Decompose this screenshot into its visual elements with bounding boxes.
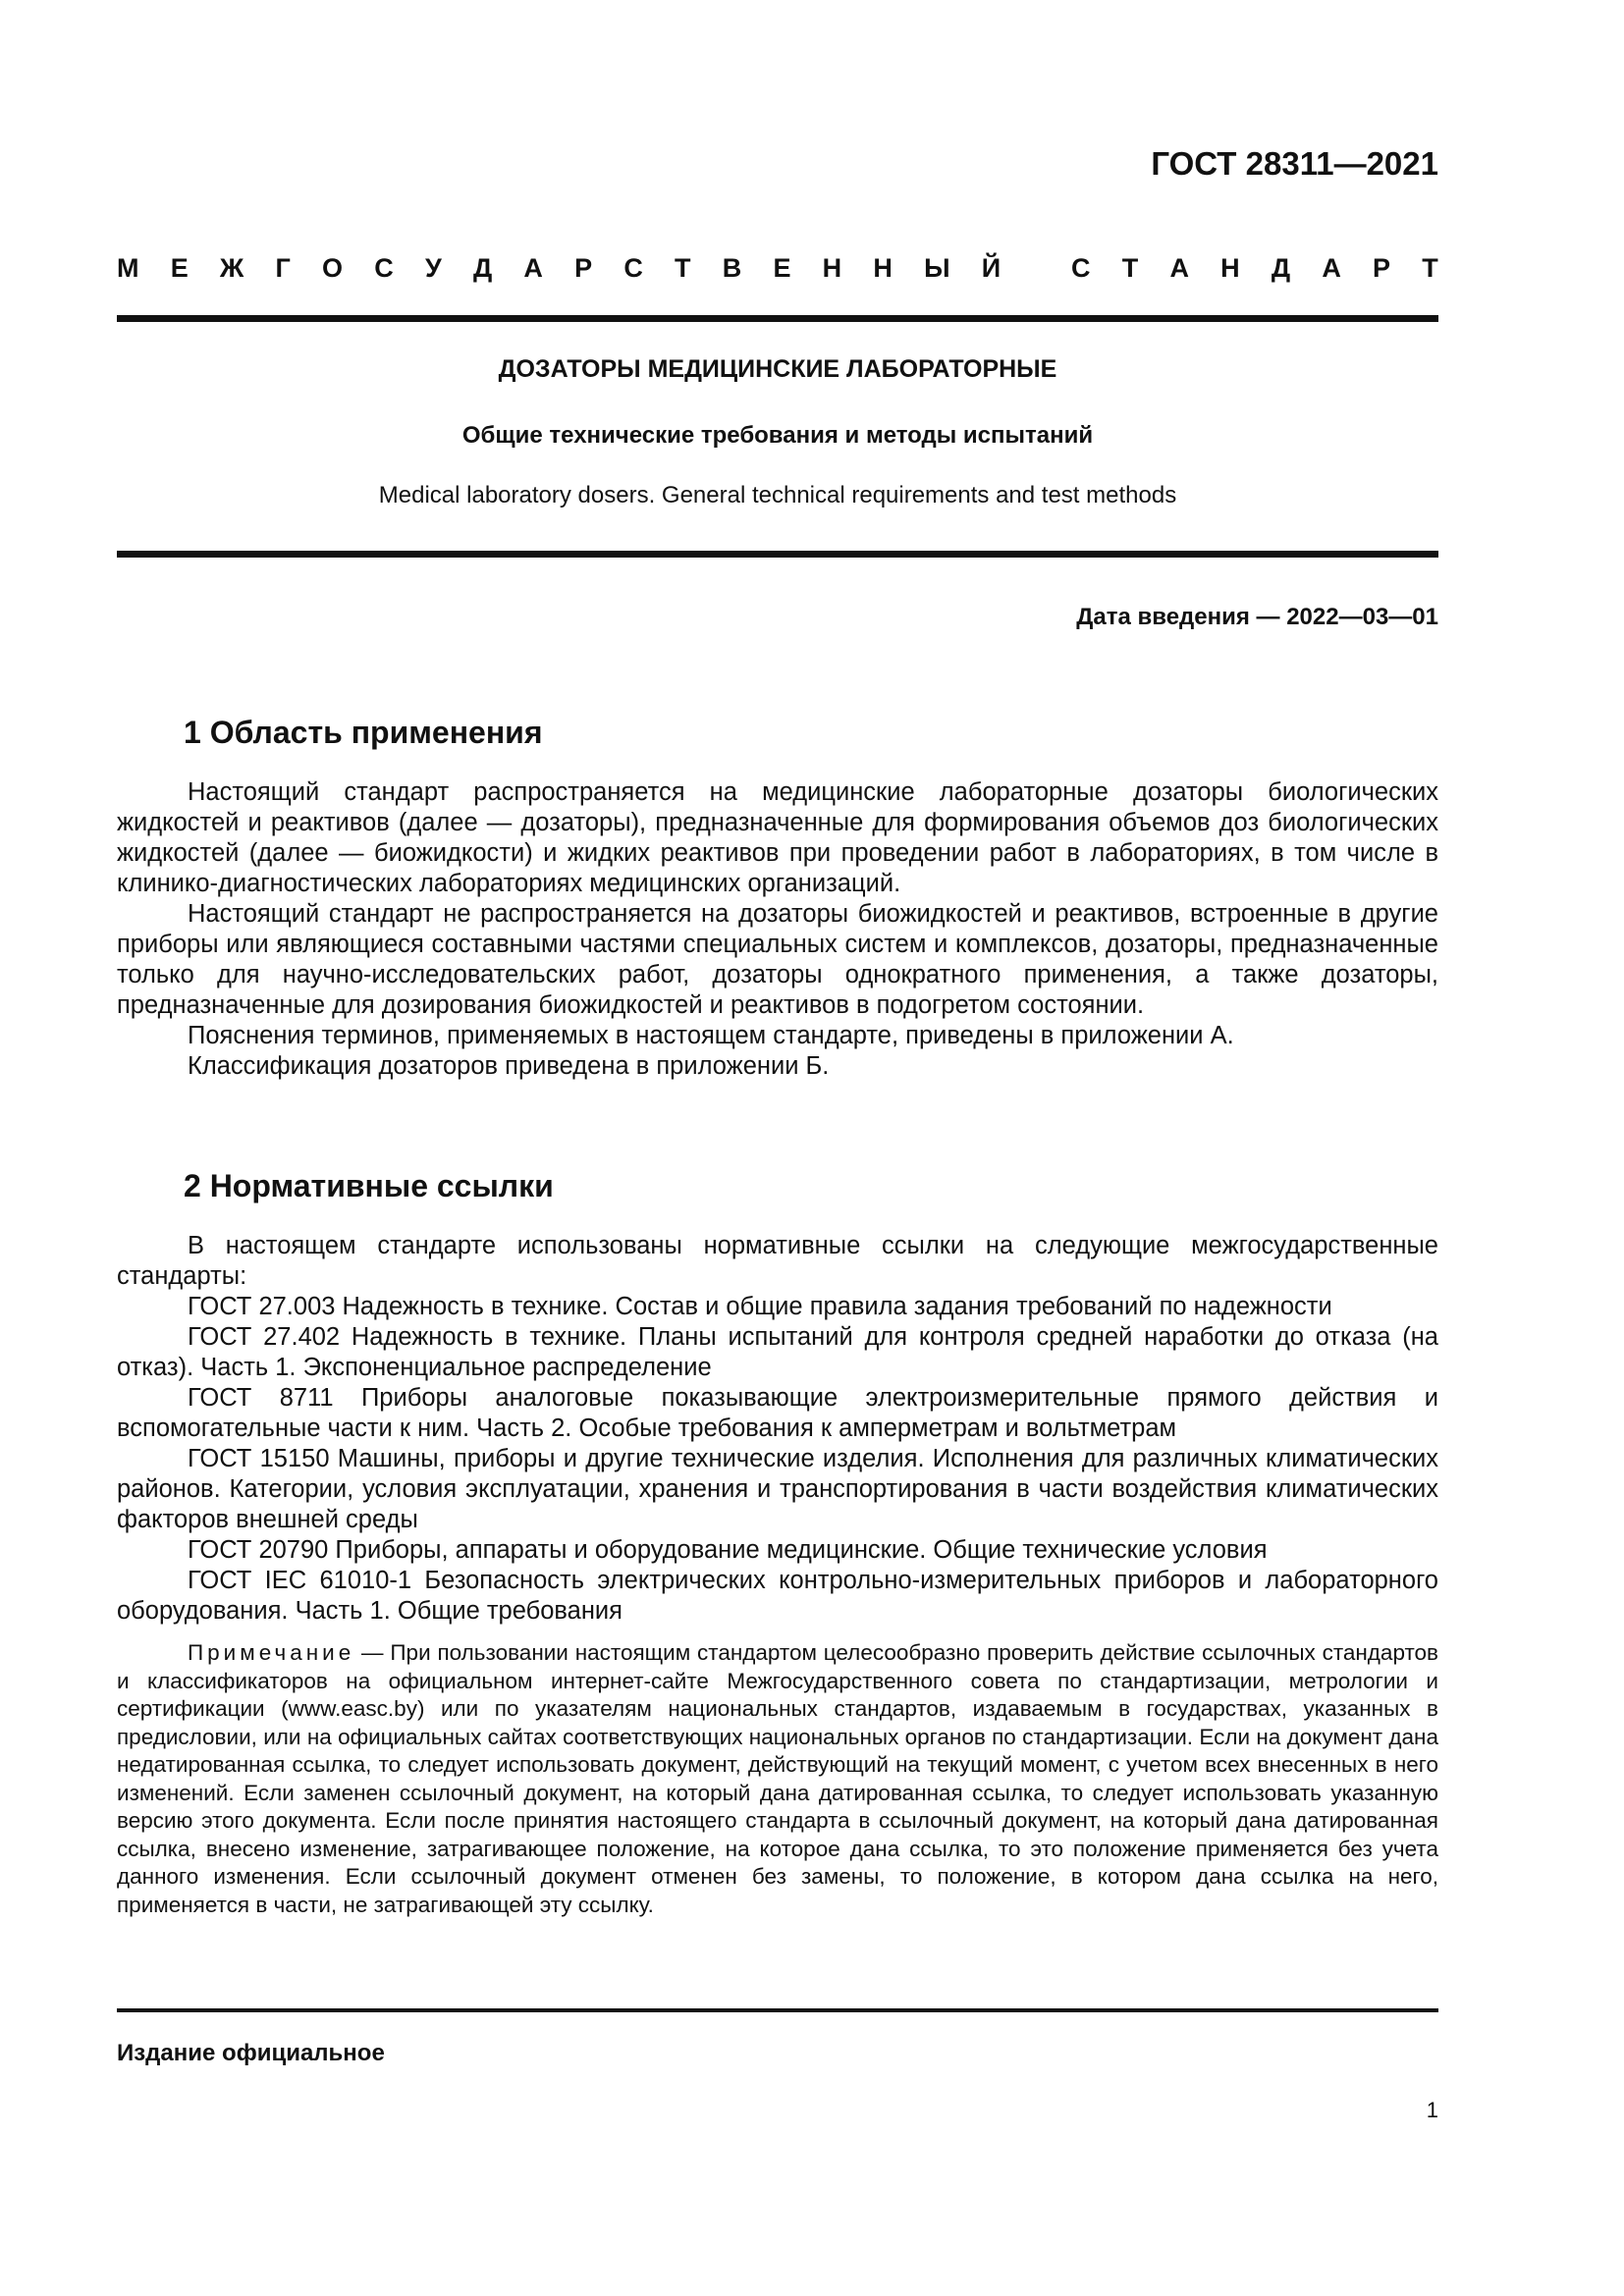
doc-type-letter: Г — [275, 253, 291, 283]
doc-type-letter: Н — [873, 253, 893, 283]
doc-type-letter: М — [117, 253, 139, 283]
doc-type-letter: У — [424, 253, 442, 283]
document-code: ГОСТ 28311—2021 — [1151, 145, 1438, 182]
doc-type-letter: С — [374, 253, 394, 283]
title-rule — [117, 551, 1438, 558]
note-paragraph — [117, 1639, 1438, 1919]
section-1-body — [117, 777, 1438, 1082]
section-1-paragraph: Пояснения терминов, применяемых в настоящем стандарте, приведены в приложении А. — [188, 1022, 1234, 1049]
top-rule — [117, 315, 1438, 322]
doc-type-letter: Т — [675, 253, 691, 283]
doc-type-letter: Т — [1121, 253, 1139, 283]
doc-type-letter: А — [1169, 253, 1189, 283]
doc-type-letter: Н — [1220, 253, 1240, 283]
doc-type-letter: Р — [1373, 253, 1391, 283]
doc-type-letter: Е — [773, 253, 791, 283]
reference-item: ГОСТ 27.402 Надежность в технике. Планы испытаний для контроля средней наработки до отказа (на отказ). Часть 1. Экспоненциальное распределение — [117, 1323, 1438, 1381]
reference-item: ГОСТ IEC 61010-1 Безопасность электрических контрольно-измерительных приборов и лабораторного оборудования. Часть 1. Общие требования — [117, 1567, 1438, 1625]
doc-type-letter: Е — [170, 253, 189, 283]
reference-item: ГОСТ 8711 Приборы аналоговые показывающие электроизмерительные прямого действия и вспомогательные части к ним. Часть 2. Особые требования к амперметрам и вольтметрам — [117, 1384, 1438, 1442]
doc-type-letter — [1032, 253, 1040, 284]
doc-type-letter: Д — [1271, 253, 1291, 283]
note-text: — При пользовании настоящим стандартом целесообразно проверить действие ссылочных стандартов и классификаторов на официальном интернет-сайте Межгосударственного совета по стандартизации, метрологии и сертификации (www.easc.by) или по указателям национальных стандартов, издаваемым в государствах, указанных в предисловии, или на официальных сайтах соответствующих национальных органов по стандартизации. Если на документ дана недатированная ссылка, то следует использовать документ, действующий на текущий момент, с учетом всех внесенных в него изменений. Если заменен ссылочный документ, на который дана датированная ссылка, то следует использовать указанную версию этого документа. Если после принятия настоящего стандарта в ссылочный документ, на который дана датированная ссылка, внесено изменение, затрагивающее положение, на которое дана ссылка, то это положение применяется без учета данного изменения. Если ссылочный документ отменен без замены, то положение, в котором дана ссылка на него, применяется в части, не затрагивающей эту ссылку. — [117, 1640, 1438, 1917]
section-1-heading: 1 Область применения — [184, 715, 543, 750]
edition-label: Издание официальное — [117, 2040, 385, 2066]
section-2-intro-paragraph: В настоящем стандарте использованы нормативные ссылки на следующие межгосударственные стандарты: — [117, 1232, 1438, 1290]
section-1-paragraph: Настоящий стандарт не распространяется на дозаторы биожидкостей и реактивов, встроенные в другие приборы или являющиеся составными частями специальных систем и комплексов, дозаторы, предназначенные только для научно-исследовательских работ, дозаторы однократного применения, а также дозаторы, предназначенные для дозирования биожидкостей и реактивов в подогретом состоянии. — [117, 900, 1438, 1019]
document-type-heading — [117, 253, 1438, 284]
doc-type-letter: О — [322, 253, 344, 283]
section-1-paragraph: Классификация дозаторов приведена в приложении Б. — [188, 1052, 830, 1080]
section-2-intro — [117, 1231, 1438, 1292]
doc-type-letter: Й — [981, 253, 1001, 283]
section-1-paragraph: Настоящий стандарт распространяется на медицинские лабораторные дозаторы биологических жидкостей и реактивов (далее — дозаторы), предназначенные для формирования объемов доз биологических жидкостей (далее — биожидкости) и жидких реактивов при проведении работ в лабораториях, в том числе в клинико-диагностических лабораториях медицинских организаций. — [117, 778, 1438, 897]
doc-type-letter: В — [722, 253, 742, 283]
introduction-date: Дата введения — 2022—03—01 — [1076, 604, 1438, 630]
doc-type-letter: С — [1071, 253, 1091, 283]
doc-type-letter: Ж — [219, 253, 244, 283]
document-subtitle: Общие технические требования и методы испытаний — [461, 422, 1094, 449]
doc-type-letter: Р — [574, 253, 593, 283]
document-title: ДОЗАТОРЫ МЕДИЦИНСКИЕ ЛАБОРАТОРНЫЕ — [498, 355, 1057, 383]
page-number: 1 — [1426, 2098, 1438, 2122]
doc-type-letter: С — [623, 253, 643, 283]
doc-type-letter: Д — [472, 253, 493, 283]
section-2-heading: 2 Нормативные ссылки — [184, 1168, 554, 1203]
note-label: Примечание — [188, 1640, 355, 1665]
document-page — [117, 0, 1438, 2296]
reference-item: ГОСТ 27.003 Надежность в технике. Состав и общие правила задания требований по надежности — [188, 1293, 1332, 1320]
footer-rule — [117, 2008, 1438, 2012]
normative-references-list — [117, 1292, 1438, 1627]
doc-type-letter: А — [523, 253, 543, 283]
doc-type-letter: А — [1322, 253, 1341, 283]
note-block — [117, 1639, 1438, 1919]
doc-type-letter: Ы — [924, 253, 950, 283]
reference-item: ГОСТ 20790 Приборы, аппараты и оборудование медицинские. Общие технические условия — [188, 1536, 1268, 1564]
reference-item: ГОСТ 15150 Машины, приборы и другие технические изделия. Исполнения для различных климатических районов. Категории, условия эксплуатации, хранения и транспортирования в части воздействия климатических факторов внешней среды — [117, 1445, 1438, 1533]
document-title-english: Medical laboratory dosers. General technical requirements and test methods — [378, 482, 1177, 508]
doc-type-letter: Н — [822, 253, 842, 283]
doc-type-letter: Т — [1422, 253, 1438, 283]
